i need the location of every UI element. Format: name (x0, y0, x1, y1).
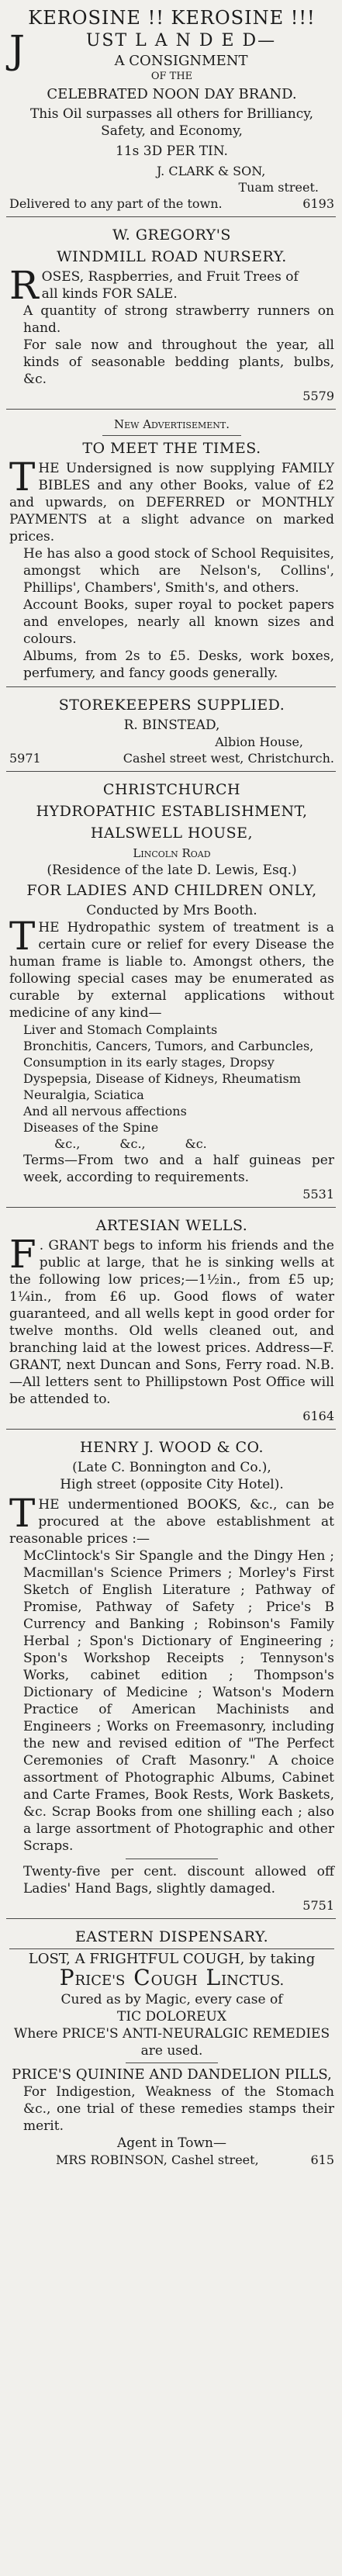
times-p3: Account Books, super royal to pocket papers and envelopes, nearly all known sizes and colours. (23, 597, 334, 647)
wood-t1: HENRY J. WOOD & CO. (79, 1439, 264, 1456)
nursery-body2: For sale now and throughout the year, all kinds of seasonable bedding plants, bulbs, &c. (23, 337, 334, 387)
brand-b: C (133, 1965, 151, 1990)
kerosine-body: This Oil surpasses all others for Brilliancy, Safety, and Economy, (29, 106, 314, 139)
nursery-title1: W. GREGORY'S (112, 226, 231, 244)
brand-c: L (206, 1965, 222, 1990)
ref-number: 6193 (302, 196, 334, 211)
list-item: Liver and Stomach Complaints (23, 1022, 218, 1037)
dispensary-title: EASTERN DISPENSARY. (74, 1928, 269, 1945)
ref-number: 5579 (302, 389, 334, 403)
ref-number: 5751 (302, 1898, 334, 1913)
dropcap-j: J (9, 27, 26, 72)
tic-line: TIC DOLOREUX (117, 2009, 226, 2024)
divider (6, 409, 336, 410)
brand-name (9, 1965, 334, 1990)
hydropathic-ad (0, 773, 342, 1205)
nursery-title2: WINDMILL ROAD NURSERY. (57, 248, 287, 265)
wood-t2: (Late C. Bonnington and Co.), (72, 1460, 271, 1475)
hydro-t7: Conducted by Mrs Booth. (86, 903, 257, 918)
merchant-place: Tuam street. (238, 180, 319, 195)
of-the: OF THE (150, 71, 193, 82)
kerosine-price: 11s 3D PER TIN. (116, 143, 228, 159)
delivery-line (9, 195, 334, 212)
list-item: Consumption in its early stages, Dropsy (23, 1055, 275, 1070)
brand-a: P (59, 1965, 75, 1990)
where-line: Where PRICE'S ANTI-NEURALGIC REMEDIES are used. (13, 2026, 330, 2059)
ref-number: 6164 (302, 1409, 334, 1423)
hydro-t1: CHRISTCHURCH (102, 781, 241, 798)
list-item: Bronchitis, Cancers, Tumors, and Carbuncles, (23, 1039, 314, 1053)
divider (102, 435, 241, 436)
storekeepers-addr-line (9, 750, 334, 766)
storekeepers-title: STOREKEEPERS SUPPLIED. (58, 697, 285, 714)
wells-p1: . GRANT begs to inform his friends and the public at large, that he is sinking wells at the following low prices;—1½in., from £5 up; 1¼in., from £6 up. Good flows of water guaranteed, and all wells kept in good order for twelve months. Old wells cleaned out, and branching laid at the lowest prices. Address—F. GRANT, next Duncan and Sons, Ferry road. N.B.—All letters sent to Phillipstown Post Office will be attended to. (9, 1238, 334, 1407)
dropcap-t: T (9, 1491, 36, 1536)
times-tag: New Advertisement. (113, 417, 230, 431)
delivery-text: Delivered to any part of the town. (9, 196, 223, 211)
agent-label: Agent in Town— (117, 2135, 226, 2151)
list-item: And all nervous affections (23, 1104, 187, 1119)
list-item: Diseases of the Spine (23, 1120, 159, 1135)
dropcap-t: T (9, 455, 36, 500)
divider (6, 771, 336, 772)
wood-p3: Twenty-five per cent. discount allowed off Ladies' Hand Bags, slightly damaged. (23, 1864, 334, 1897)
hydro-t3: HALSWELL HOUSE, (90, 825, 254, 842)
lost-line: LOST, A FRIGHTFUL COUGH, by taking (28, 1951, 316, 1967)
cured-line: Cured as by Magic, every case of (60, 1992, 283, 2007)
agent-line (9, 2152, 334, 2168)
wood-t3: High street (opposite City Hotel). (60, 1477, 284, 1492)
ref-number: 5531 (302, 1187, 334, 1202)
just-landed: UST L A N D E D— (85, 31, 277, 50)
divider (9, 1948, 334, 1949)
wells-ad (0, 1209, 342, 1427)
hydro-t6: FOR LADIES AND CHILDREN ONLY, (26, 882, 317, 899)
merchant-name: J. CLARK & SON, (157, 164, 266, 178)
storekeepers-ad (0, 689, 342, 769)
list-item: &c., &c., &c. (54, 1136, 207, 1151)
wood-p1: HE undermentioned BOOKS, &c., can be procured at the above establishment at reasonable prices :— (9, 1497, 334, 1547)
hydro-t4: Lincoln Road (133, 846, 211, 860)
nursery-line2: all kinds FOR SALE. (41, 286, 178, 302)
times-p4: Albums, from 2s to £5. Desks, work boxes, perfumery, and fancy goods generally. (23, 648, 334, 681)
hydro-list (9, 1022, 334, 1152)
storekeepers-name: R. BINSTEAD, (123, 717, 220, 733)
times-p1: HE Undersigned is now supplying FAMILY BIBLES and any other Books, value of £2 and upwards, on DEFERRED or MONTHLY PAYMENTS at a slight advance on marked prices. (9, 461, 334, 545)
dropcap-r: R (9, 263, 39, 308)
hydro-p1: HE Hydropathic system of treatment is a certain cure or relief for every Disease the human frame is liable to. Amongst others, the following special cases may be enumerated as curable by external applications without medicine of any kind— (9, 920, 334, 1021)
kerosine-ad (0, 0, 342, 215)
dropcap-f: F (9, 1232, 36, 1277)
ref-number: 5971 (9, 751, 41, 766)
wood-ad (0, 1431, 342, 1917)
times-p2: He has also a good stock of School Requisites, amongst which are Nelson's, Collins', Phillips', Chambers', Smith's, and others. (23, 546, 334, 596)
dropcap-t: T (9, 914, 36, 959)
divider (6, 1918, 336, 1919)
times-ad (0, 411, 342, 685)
storekeepers-place: Albion House, (215, 735, 303, 749)
nursery-body: A quantity of strong strawberry runners on hand. (23, 303, 334, 336)
brand-a2: RICE'S (74, 1973, 126, 1989)
divider (6, 1429, 336, 1430)
kerosine-headline: KEROSINE !! KEROSINE !!! (28, 7, 316, 29)
dispensary-ad (0, 1921, 342, 2171)
hydro-t5: (Residence of the late D. Lewis, Esq.) (47, 863, 297, 878)
brand-c2: INCTUS. (221, 1973, 285, 1989)
consignment: A CONSIGNMENT (114, 53, 248, 69)
quinine-title: PRICE'S QUININE AND DANDELION PILLS, (12, 2066, 332, 2083)
brand-b2: OUGH (150, 1973, 198, 1989)
storekeepers-addr: Cashel street west, Christchurch. (123, 751, 334, 766)
nursery-ad (0, 219, 342, 407)
nursery-line1: OSES, Raspberries, and Fruit Trees of (41, 269, 299, 285)
list-item: Dyspepsia, Disease of Kidneys, Rheumatism (23, 1071, 301, 1086)
wood-p2: McClintock's Sir Spangle and the Dingy Hen ; Macmillan's Science Primers ; Morley's First Sketch of English Literature ; Pathway of Promise, Pathway of Safety ; Price's B Currency and Banking ; Robinson's Family Herbal ; Spon's Dictionary of Engineering ; Spon's Workshop Receipts ; Tennyson's Works, cabinet edition ; Thompson's Dictionary of Medicine ; Watson's Modern Practice of American Machinists and Engineers ; Works on Freemasonry, including the new and revised edition of "The Perfect Ceremonies of Craft Masonry." A choice assortment of Photographic Albums, Cabinet and Carte Frames, Book Rests, Work Baskets, &c. Scrap Books from one shilling each ; also a large assortment of Photographic and other Scraps. (23, 1548, 334, 1854)
ref-number: 615 (310, 2152, 334, 2167)
divider (6, 216, 336, 217)
brand-line: CELEBRATED NOON DAY BRAND. (47, 86, 297, 102)
agent-name: MRS ROBINSON, Cashel street, (56, 2152, 259, 2167)
wells-title: ARTESIAN WELLS. (95, 1217, 248, 1234)
list-item: Neuralgia, Sciatica (23, 1087, 144, 1102)
divider (6, 686, 336, 687)
hydro-t2: HYDROPATHIC ESTABLISHMENT, (36, 803, 308, 820)
quinine-body: For Indigestion, Weakness of the Stomach &c., one trial of these remedies stamps their merit. (23, 2084, 334, 2134)
hydro-terms: Terms—From two and a half guineas per week, according to requirements. (23, 1153, 334, 1185)
divider (6, 1207, 336, 1208)
times-title: TO MEET THE TIMES. (82, 440, 261, 457)
